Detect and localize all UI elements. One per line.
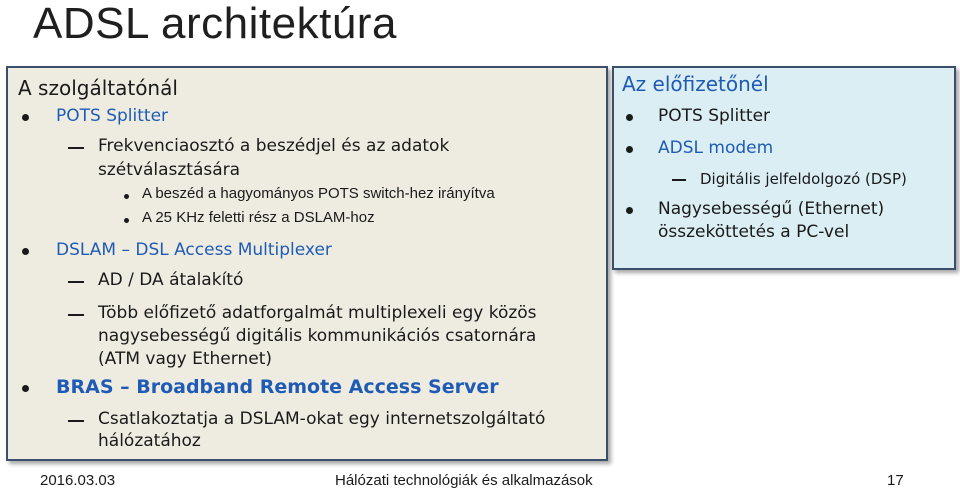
multiplex-text-2: nagysebességű digitális kommunikációs csatornára <box>98 326 537 346</box>
subscriber-pots-splitter: POTS Splitter <box>658 106 771 126</box>
frequency-split-text-1: Frekvenciaosztó a beszédjel és az adatok <box>98 136 450 156</box>
provider-pots-splitter: POTS Splitter <box>56 106 169 126</box>
footer-date: 2016.03.03 <box>40 472 116 489</box>
subscriber-heading: Az előfizetőnél <box>622 72 769 96</box>
bullet-icon <box>22 248 29 255</box>
dash-icon <box>68 147 84 149</box>
dslam-heading: DSLAM – DSL Access Multiplexer <box>56 240 332 260</box>
ethernet-text-2: összeköttetés a PC-vel <box>658 222 850 242</box>
dsp-text: Digitális jelfeldolgozó (DSP) <box>700 170 907 188</box>
provider-heading: A szolgáltatónál <box>18 76 178 100</box>
adda-text: AD / DA átalakító <box>98 270 244 290</box>
voice-routing-text: A beszéd a hagyományos POTS switch-hez irányítva <box>142 185 495 202</box>
bullet-icon <box>124 218 129 223</box>
bras-connect-text-2: hálózatához <box>98 431 201 451</box>
bullet-icon <box>626 207 633 214</box>
dash-icon <box>68 314 84 316</box>
bullet-icon <box>626 114 633 121</box>
bullet-icon <box>22 114 29 121</box>
bullet-icon <box>626 146 633 153</box>
bullet-icon <box>22 385 29 392</box>
bras-heading: BRAS – Broadband Remote Access Server <box>56 376 499 398</box>
multiplex-text-3: (ATM vagy Ethernet) <box>98 349 272 369</box>
high-freq-routing-text: A 25 KHz feletti rész a DSLAM-hoz <box>142 209 375 226</box>
slide-title: ADSL architektúra <box>33 0 397 48</box>
dash-icon <box>672 179 686 181</box>
bullet-icon <box>124 194 129 199</box>
adsl-modem: ADSL modem <box>658 138 774 158</box>
multiplex-text-1: Több előfizető adatforgalmát multiplexeli egy közös <box>98 303 537 323</box>
bras-connect-text-1: Csatlakoztatja a DSLAM-okat egy internetszolgáltató <box>98 409 546 429</box>
footer-page-number: 17 <box>887 472 904 489</box>
ethernet-text-1: Nagysebességű (Ethernet) <box>658 199 885 219</box>
dash-icon <box>68 420 84 422</box>
footer-course: Hálózati technológiák és alkalmazások <box>335 472 593 489</box>
dash-icon <box>68 281 84 283</box>
frequency-split-text-2: szétválasztására <box>98 160 241 180</box>
